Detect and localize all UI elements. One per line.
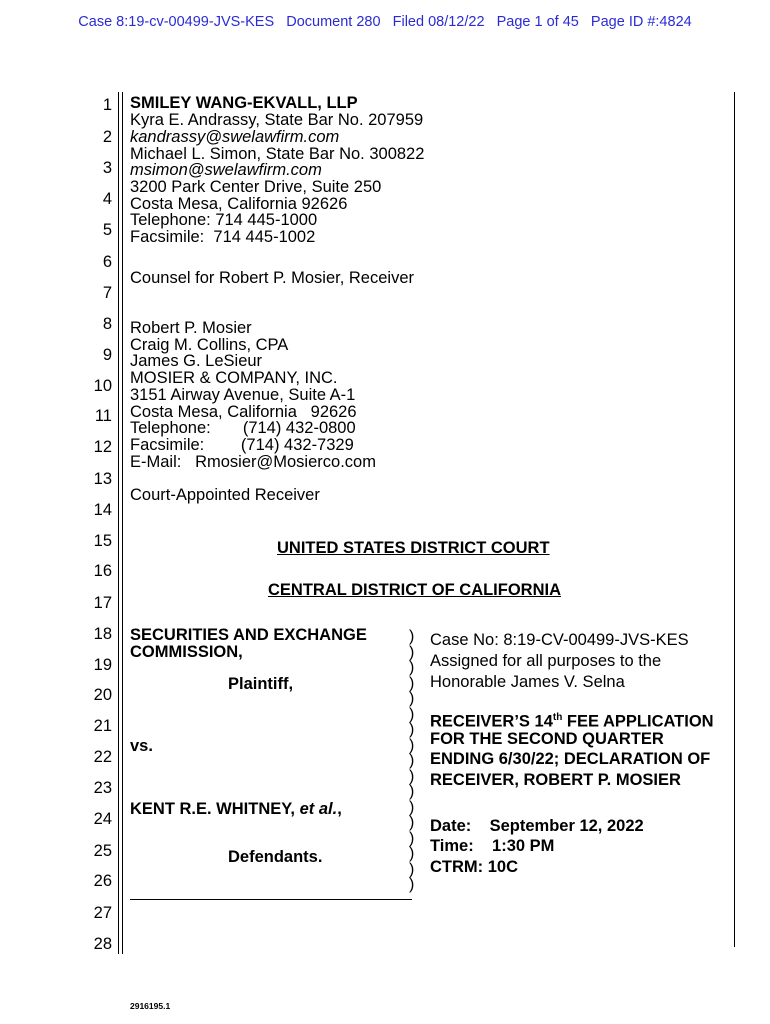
hearing-time: Time: 1:30 PM <box>430 837 555 855</box>
plaintiff-label: Plaintiff, <box>228 675 294 693</box>
receiver-company: MOSIER & COMPANY, INC. <box>130 369 338 387</box>
counsel-address-1: 3200 Park Center Drive, Suite 250 <box>130 178 382 196</box>
court-name: UNITED STATES DISTRICT COURT <box>277 539 550 557</box>
attorney-1-email[interactable]: kandrassy@swelawfirm.com <box>130 128 340 146</box>
document-header: Case 8:19-cv-00499-JVS-KES Document 280 Filed 08/12/22 Page 1 of 45 Page ID #:4824 <box>78 14 692 30</box>
line-number: 13 <box>93 470 112 488</box>
caption-paren: ) <box>409 845 415 862</box>
left-margin-rule-1 <box>118 92 119 954</box>
line-number: 23 <box>93 779 112 797</box>
line-number: 2 <box>102 128 112 146</box>
line-number: 20 <box>93 686 112 704</box>
line-number: 6 <box>102 253 112 271</box>
line-number: 10 <box>93 377 112 395</box>
caption-paren: ) <box>409 860 415 878</box>
line-number: 22 <box>93 748 112 766</box>
caption-underline <box>130 899 412 900</box>
courtroom: CTRM: 10C <box>430 858 519 876</box>
hearing-date: Date: September 12, 2022 <box>430 817 644 835</box>
line-number: 25 <box>93 842 112 860</box>
defendant-label: Defendants. <box>228 848 323 866</box>
line-number: 4 <box>102 190 112 208</box>
receiver-email[interactable]: E-Mail: Rmosier@Mosierco.com <box>130 453 376 471</box>
counsel-telephone: Telephone: 714 445-1000 <box>130 211 318 229</box>
line-number: 14 <box>93 501 112 519</box>
line-number: 18 <box>93 625 112 643</box>
caption-paren: ) <box>409 705 415 723</box>
line-number: 12 <box>93 438 112 456</box>
line-number: 26 <box>93 872 112 890</box>
caption-paren: ) <box>409 798 415 816</box>
caption-paren: ) <box>409 674 415 692</box>
line-number: 17 <box>93 594 112 612</box>
line-number: 11 <box>94 407 112 425</box>
court-district: CENTRAL DISTRICT OF CALIFORNIA <box>268 581 562 599</box>
line-number: 7 <box>102 284 112 302</box>
document-title-1: RECEIVER’S 14th FEE APPLICATION <box>430 712 714 731</box>
receiver-name-3: James G. LeSieur <box>130 352 263 370</box>
versus: vs. <box>130 737 153 755</box>
caption-paren: ) <box>409 690 415 707</box>
receiver-name-2: Craig M. Collins, CPA <box>130 336 289 354</box>
counsel-address-2: Costa Mesa, California 92626 <box>130 195 348 213</box>
left-margin-rule-2 <box>122 92 123 954</box>
line-number: 15 <box>93 532 112 550</box>
document-title-4: RECEIVER, ROBERT P. MOSIER <box>430 771 681 789</box>
line-number: 21 <box>93 717 112 735</box>
right-margin-rule <box>734 92 735 947</box>
receiver-facsimile: Facsimile: (714) 432-7329 <box>130 436 354 454</box>
line-number: 9 <box>102 346 112 364</box>
line-number: 16 <box>93 562 112 580</box>
line-number: 19 <box>93 656 112 674</box>
caption-paren: ) <box>409 767 415 785</box>
line-number: 5 <box>102 221 112 239</box>
caption-paren: ) <box>409 643 415 661</box>
caption-paren: ) <box>409 814 415 831</box>
line-number: 27 <box>93 904 112 922</box>
assigned-line-1: Assigned for all purposes to the <box>430 652 662 670</box>
attorney-2: Michael L. Simon, State Bar No. 300822 <box>130 145 425 163</box>
caption-paren: ) <box>409 783 415 800</box>
attorney-2-email[interactable]: msimon@swelawfirm.com <box>130 161 322 179</box>
document-footer-id: 2916195.1 <box>130 1001 171 1011</box>
caption-paren: ) <box>409 659 415 676</box>
firm-name: SMILEY WANG-EKVALL, LLP <box>130 94 358 112</box>
receiver-telephone: Telephone: (714) 432-0800 <box>130 419 356 437</box>
caption-paren: ) <box>409 628 415 645</box>
receiver-role: Court-Appointed Receiver <box>130 486 320 504</box>
receiver-address-1: 3151 Airway Avenue, Suite A-1 <box>130 386 356 404</box>
line-number: 28 <box>93 935 112 953</box>
document-title-3: ENDING 6/30/22; DECLARATION OF <box>430 750 711 768</box>
line-number: 3 <box>102 159 112 177</box>
attorney-1: Kyra E. Andrassy, State Bar No. 207959 <box>130 111 424 129</box>
receiver-name-1: Robert P. Mosier <box>130 319 252 337</box>
caption-paren: ) <box>409 876 415 893</box>
document-title-2: FOR THE SECOND QUARTER <box>430 730 664 748</box>
receiver-address-2: Costa Mesa, California 92626 <box>130 403 357 421</box>
plaintiff-name-1: SECURITIES AND EXCHANGE <box>130 626 367 644</box>
caption-paren: ) <box>409 829 415 847</box>
line-number: 8 <box>102 315 112 333</box>
caption-paren: ) <box>409 752 415 769</box>
counsel-role: Counsel for Robert P. Mosier, Receiver <box>130 269 414 287</box>
line-number: 1 <box>102 96 112 114</box>
plaintiff-name-2: COMMISSION, <box>130 643 243 661</box>
defendant-name: KENT R.E. WHITNEY, et al., <box>130 800 342 818</box>
case-number: Case No: 8:19-CV-00499-JVS-KES <box>430 631 689 649</box>
counsel-facsimile: Facsimile: 714 445-1002 <box>130 228 316 246</box>
caption-paren: ) <box>409 736 415 754</box>
caption-paren: ) <box>409 721 415 738</box>
line-number: 24 <box>93 810 112 828</box>
assigned-line-2: Honorable James V. Selna <box>430 673 625 691</box>
